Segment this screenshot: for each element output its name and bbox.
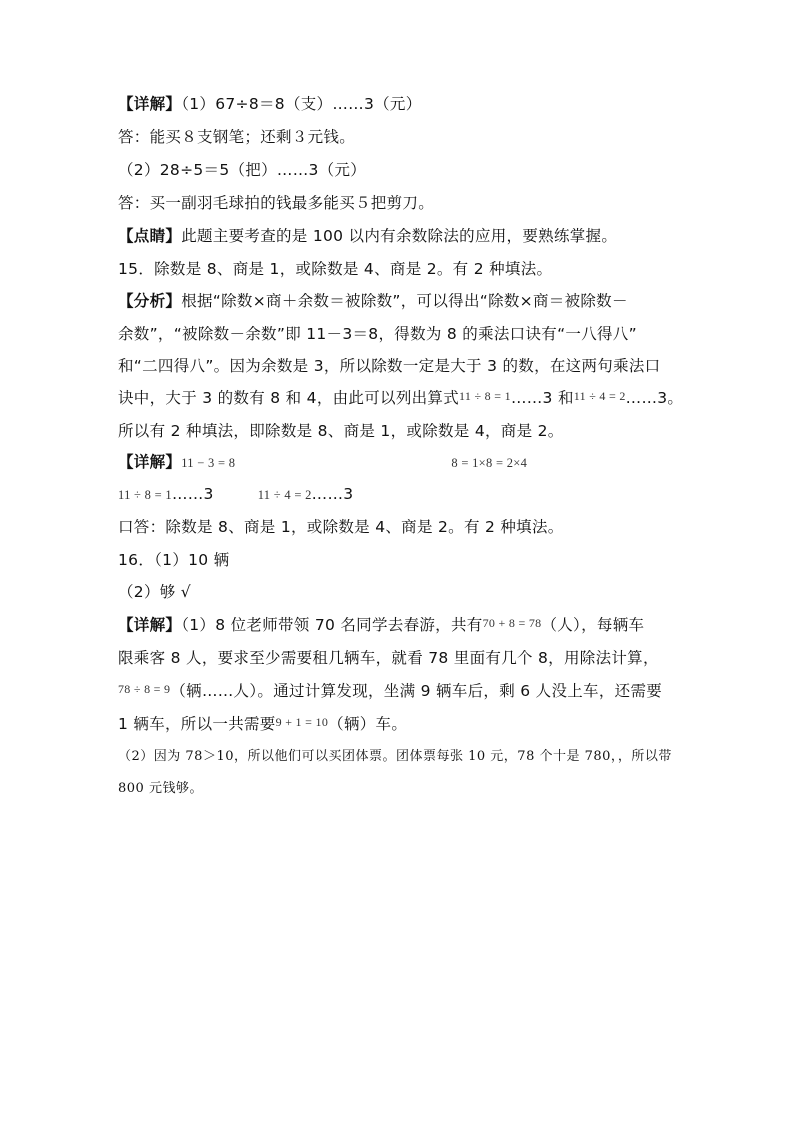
remainder-text: ……3 [171,485,214,503]
analysis-text: 所以有 2 种填法，即除数是 8、商是 1，或除数是 4，商是 2。 [118,422,564,440]
analysis-text: 和“二四得八”。因为余数是 3，所以除数一定是大于 3 的数，在这两句乘法口 [118,357,661,375]
detail-line-16-2 [118,648,659,668]
calc-text: （1）67÷8＝8（支）……3（元） [181,95,422,113]
detail-text: 限乘客 8 人，要求至少需要租几辆车，就看 78 里面有几个 8，用除法计算， [118,649,659,667]
answer-text: 答：能买８支钢笔；还剩３元钱。 [118,128,356,146]
analysis-line-5 [118,421,564,441]
oral-answer-line [118,517,564,537]
answer-sentence-2 [118,193,434,213]
detail-formula-line-1 [118,452,527,473]
label-detail: 【详解】 [118,95,182,113]
analysis-text: 余数”，“被除数－余数”即 11－3＝8，得数为 8 的乘法口诀有“一八得八” [118,325,637,343]
detail-formula-line-2 [118,484,353,505]
answer-sentence-1 [118,127,355,147]
comment-text: 此题主要考查的是 100 以内有余数除法的应用，要熟练掌握。 [181,227,618,245]
question-16-part-1 [118,550,230,570]
detail-line-16-4 [118,714,407,735]
detail-text: （辆……人）。通过计算发现，坐满 9 辆车后，剩 6 人没上车，还需要 [170,682,663,700]
question-15-answer [118,259,552,279]
analysis-line-1 [118,291,628,311]
answer-text: 15．除数是 8、商是 1，或除数是 4、商是 2。有 2 种填法。 [118,260,553,278]
analysis-text: 诀中，大于 3 的数有 8 和 4，由此可以列出算式 [118,389,460,407]
answer-line-14-2 [118,160,366,180]
formula: 11 ÷ 8 = 1 [459,389,511,403]
formula: 11 ÷ 4 = 2 [573,389,626,403]
analysis-line-4 [118,388,683,409]
formula: 11 − 3 = 8 [181,456,236,470]
detail-line-16-6 [118,779,203,799]
analysis-text: ……3。 [625,389,684,407]
label-analysis: 【分析】 [118,292,182,310]
answer-line-14-1 [118,94,422,114]
formula: 11 ÷ 4 = 2 [257,488,312,502]
analysis-text: ……3 和 [510,389,574,407]
answer-text: （2）够 √ [118,583,191,601]
analysis-line-3 [118,356,660,376]
formula: 70 + 8 = 78 [482,616,542,630]
analysis-line-2 [118,324,637,344]
calc-text: （2）28÷5＝5（把）……3（元） [118,161,367,179]
label-comment: 【点睛】 [118,227,182,245]
remainder-text: ……3 [311,485,354,503]
formula: 8 = 1×8 = 2×4 [451,456,528,470]
formula: 9 + 1 = 10 [275,715,329,729]
label-detail: 【详解】 [118,616,182,634]
formula: 78 ÷ 8 = 9 [118,682,171,696]
answer-text: 口答：除数是 8、商是 1，或除数是 4、商是 2。有 2 种填法。 [118,518,564,536]
question-16-part-2 [118,582,191,602]
detail-text: 1 辆车，所以一共需要 [118,715,276,733]
analysis-text: 根据“除数×商＋余数＝被除数”，可以得出“除数×商＝被除数－ [181,292,628,310]
answer-text: 16．（1）10 辆 [118,551,230,569]
detail-text: 800 元钱够。 [118,781,203,796]
detail-line-16-1 [118,615,644,636]
formula: 11 ÷ 8 = 1 [118,488,172,502]
detail-text: （2）因为 78＞10，所以他们可以买团体票。团体票每张 10 元，78 个十是 780，，所以带 [118,749,672,764]
comment-line [118,226,617,246]
detail-text: （辆）车。 [328,715,408,733]
detail-line-16-5 [118,747,672,767]
answer-text: 答：买一副羽毛球拍的钱最多能买５把剪刀。 [118,194,435,212]
detail-line-16-3 [118,681,662,702]
detail-text: （1）8 位老师带领 70 名同学去春游，共有 [181,616,483,634]
label-detail: 【详解】 [118,453,182,471]
detail-text: （人），每辆车 [541,616,645,634]
